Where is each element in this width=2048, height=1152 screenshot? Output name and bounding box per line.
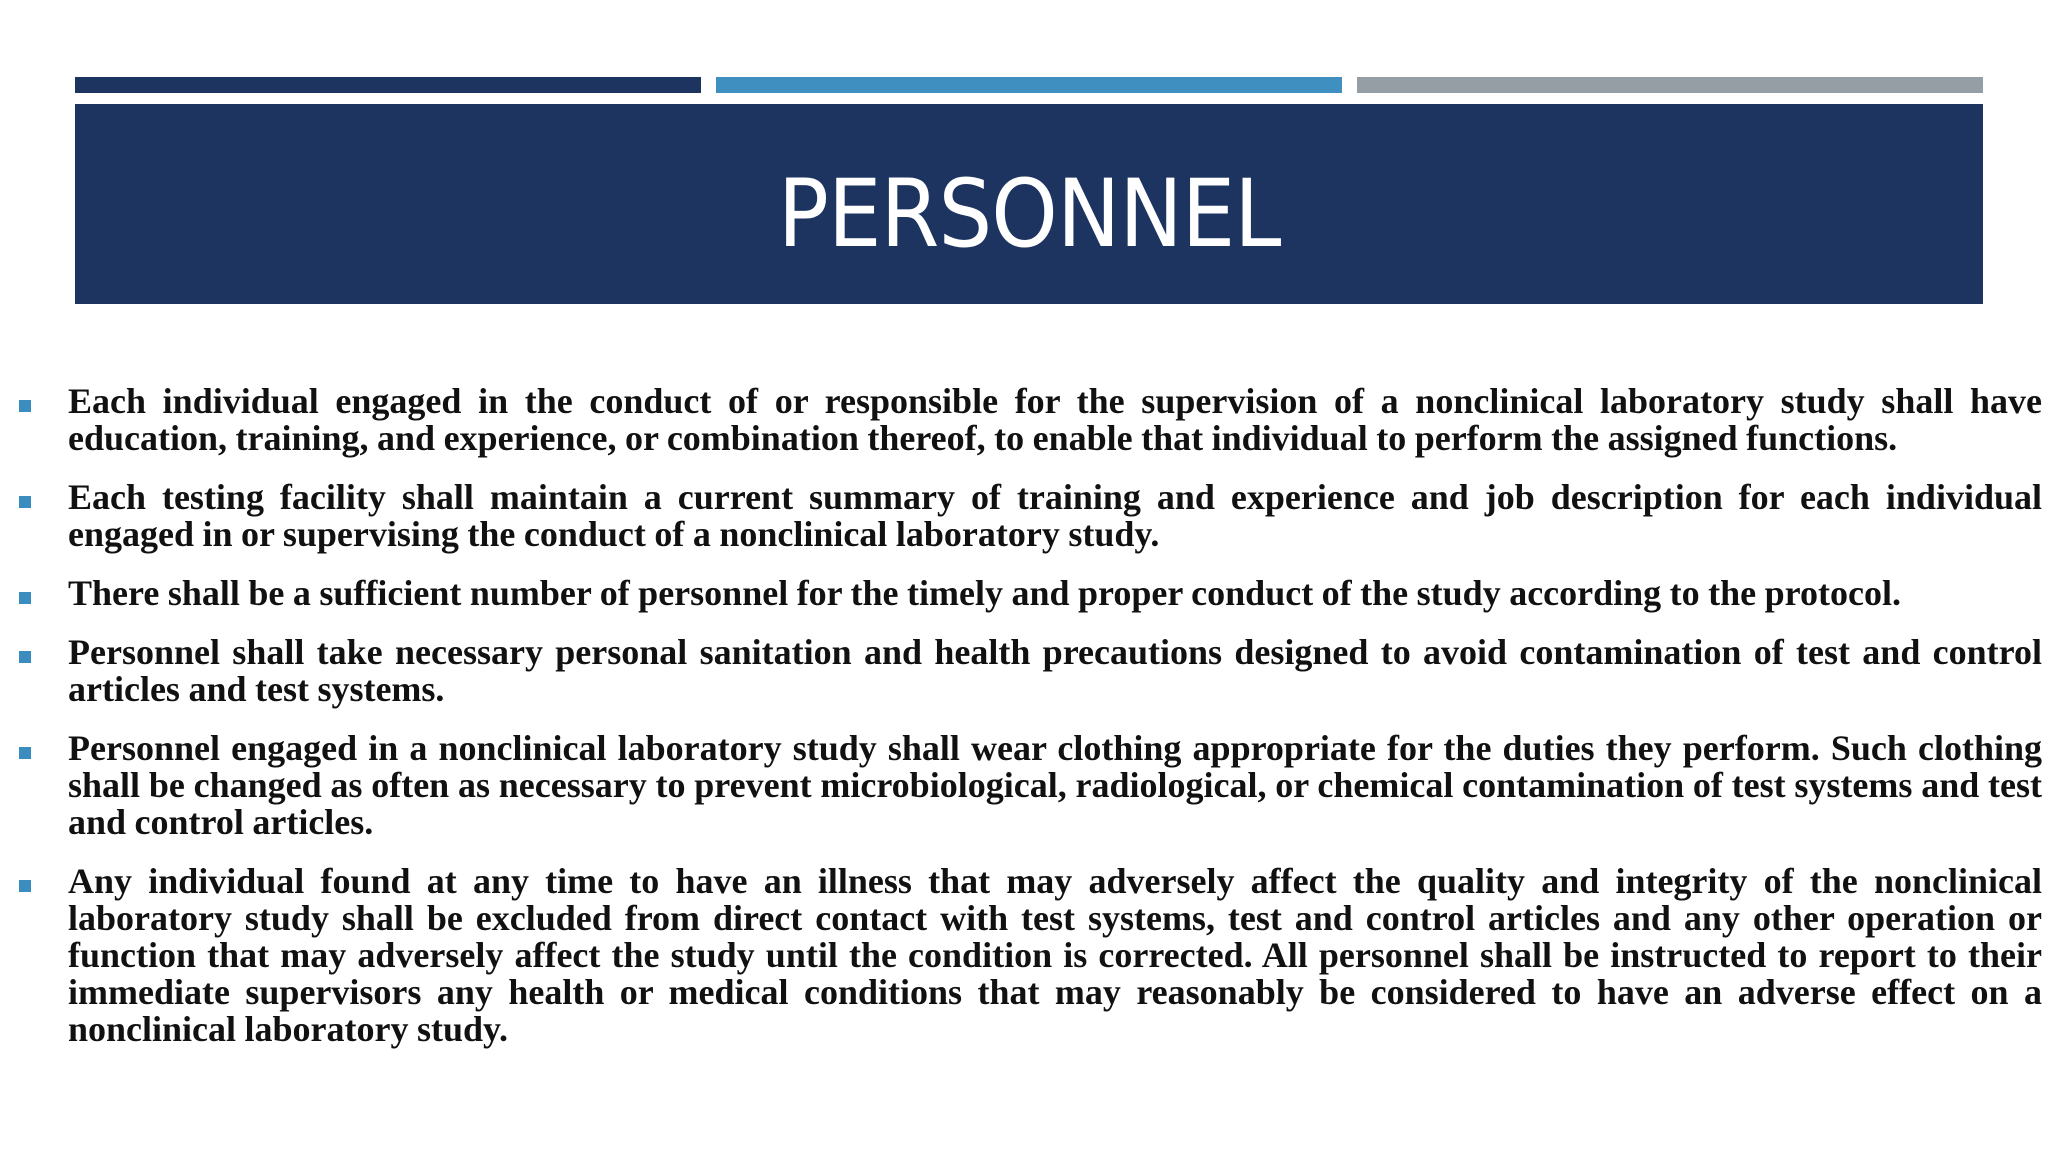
slide-title: PERSONNEL [777, 159, 1281, 269]
accent-bar-dark [75, 77, 701, 93]
square-bullet-icon [19, 592, 31, 604]
bullet-text: Each individual engaged in the conduct of or responsible for the supervision of a nonclinical laboratory study shall have education, training, and experience, or combination thereof, to enable that individual to perform the assigned functions. [68, 381, 2042, 458]
square-bullet-icon [19, 400, 31, 412]
bullet-text: There shall be a sufficient number of personnel for the timely and proper conduct of the study according to the protocol. [68, 573, 1901, 613]
square-bullet-icon [19, 747, 31, 759]
bullet-text: Any individual found at any time to have an illness that may adversely affect the quality and integrity of the nonclinical laboratory study shall be excluded from direct contact with test systems, test and control articles and any other operation or function that may adversely affect the study until the condition is corrected. All personnel shall be instructed to report to their immediate supervisors any health or medical conditions that may reasonably be considered to have an adverse effect on a nonclinical laboratory study. [68, 861, 2042, 1049]
square-bullet-icon [19, 496, 31, 508]
accent-bar-blue [716, 77, 1342, 93]
title-banner [75, 104, 1983, 304]
bullet-list [0, 383, 2048, 1070]
bullet-text: Personnel engaged in a nonclinical laboratory study shall wear clothing appropriate for the duties they perform. Such clothing shall be changed as often as necessary to prevent microbiological, radiological, or chemical contamination of test systems and test and control articles. [68, 728, 2042, 842]
accent-bar-gray [1357, 77, 1983, 93]
square-bullet-icon [19, 880, 31, 892]
square-bullet-icon [19, 651, 31, 663]
list-item [0, 634, 2048, 708]
bullet-text: Each testing facility shall maintain a current summary of training and experience and job description for each individual engaged in or supervising the conduct of a nonclinical laboratory study. [68, 477, 2042, 554]
list-item [0, 863, 2048, 1048]
list-item [0, 575, 2048, 612]
list-item [0, 730, 2048, 841]
bullet-text: Personnel shall take necessary personal sanitation and health precautions designed to avoid contamination of test and control articles and test systems. [68, 632, 2042, 709]
list-item [0, 479, 2048, 553]
list-item [0, 383, 2048, 457]
